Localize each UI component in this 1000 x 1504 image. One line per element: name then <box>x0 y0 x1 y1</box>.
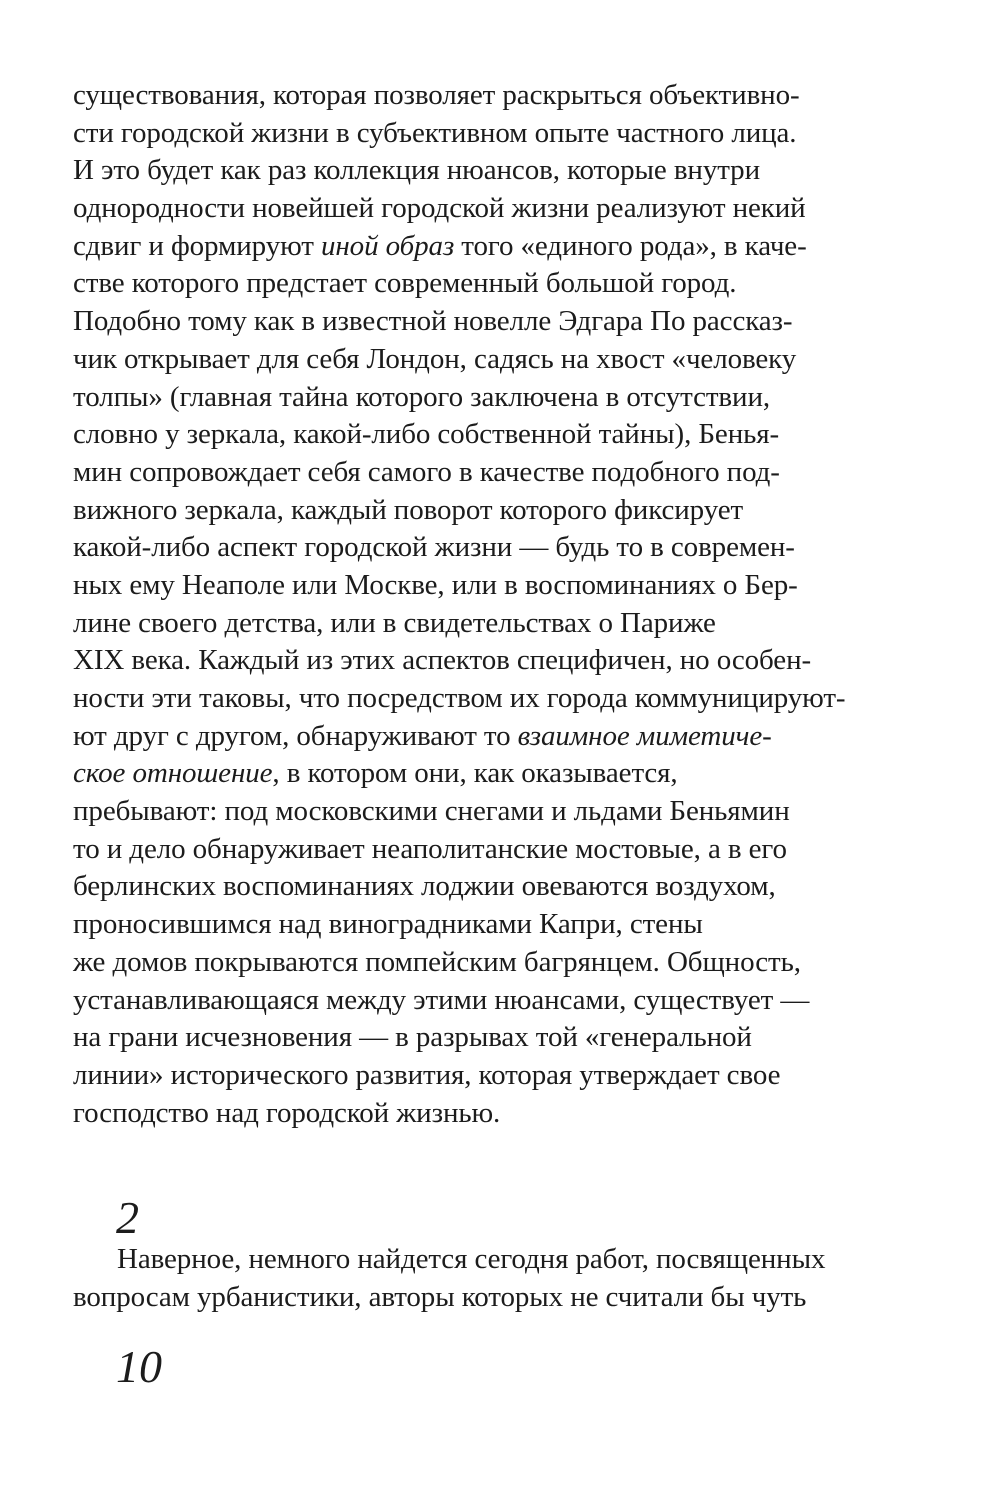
text-segment: устанавливающаяся между этими нюансами, существует — <box>73 983 810 1016</box>
section-text-line: вопросам урбанистики, авторы которых не считали бы чуть <box>73 1280 807 1313</box>
text-segment: XIX века. Каждый из этих аспектов специфичен, но особен- <box>73 644 812 677</box>
section-text <box>73 1241 943 1316</box>
body-text-line <box>73 152 943 190</box>
text-segment: сдвиг и формируют <box>73 229 321 262</box>
body-text-line <box>73 265 943 303</box>
text-segment: словно у зеркала, какой-либо собственной тайны), Бенья- <box>73 418 780 451</box>
text-segment: ют друг с другом, обнаруживают то <box>73 719 518 752</box>
body-text-line <box>73 190 943 228</box>
page-number: 10 <box>116 1341 162 1392</box>
body-text-line <box>73 1019 943 1057</box>
body-text-line <box>73 718 943 756</box>
body-text-line <box>73 605 943 643</box>
body-text-line <box>73 793 943 831</box>
body-text-line <box>73 303 943 341</box>
body-text-line <box>73 982 943 1020</box>
text-segment: стве которого предстает современный большой город. <box>73 267 737 300</box>
body-text-line <box>73 906 943 944</box>
text-segment: того «единого рода», в каче- <box>454 229 807 262</box>
body-text-line <box>73 567 943 605</box>
body-text-line <box>73 416 943 454</box>
body-text-line <box>73 341 943 379</box>
section-text-line: Наверное, немного найдется сегодня работ, посвященных <box>117 1243 826 1275</box>
text-segment: какой-либо аспект городской жизни — будь то в современ- <box>73 531 795 564</box>
text-segment: пребывают: под московскими снегами и льдами Беньямин <box>73 795 790 828</box>
italic-phrase: взаимное миметиче- <box>517 719 772 752</box>
text-segment: сти городской жизни в субъективном опыте частного лица. <box>73 116 797 149</box>
text-segment: же домов покрываются помпейским багрянцем. Общность, <box>73 945 801 978</box>
body-text-line <box>73 228 943 266</box>
text-segment: лине своего детства, или в свидетельствах о Париже <box>73 606 716 639</box>
text-segment: чик открывает для себя Лондон, садясь на хвост «человеку <box>73 342 797 375</box>
body-text-line <box>73 379 943 417</box>
body-text-line <box>73 642 943 680</box>
text-segment: линии» исторического развития, которая утверждает свое <box>73 1058 781 1091</box>
body-text-line <box>73 1095 943 1133</box>
body-text-line <box>73 868 943 906</box>
section-number: 2 <box>116 1192 139 1243</box>
text-segment: толпы» (главная тайна которого заключена в отсутствии, <box>73 380 771 413</box>
body-text-line <box>73 529 943 567</box>
text-segment: на грани исчезновения — в разрывах той «генеральной <box>73 1021 752 1054</box>
text-segment: вижного зеркала, каждый поворот которого фиксирует <box>73 493 744 526</box>
text-segment: однородности новейшей городской жизни реализуют некий <box>73 192 806 225</box>
italic-phrase: ское отношение <box>73 757 273 790</box>
body-text <box>73 77 943 1132</box>
body-text-line <box>73 680 943 718</box>
body-text-line <box>73 831 943 869</box>
text-segment: ных ему Неаполе или Москве, или в воспоминаниях о Бер- <box>73 568 798 601</box>
text-segment: ности эти таковы, что посредством их города коммуницируют- <box>73 682 846 714</box>
text-segment: существования, которая позволяет раскрыться объективно- <box>73 79 800 111</box>
body-text-line <box>73 77 943 115</box>
text-segment: Подобно тому как в известной новелле Эдгара По рассказ- <box>73 305 793 338</box>
text-segment: мин сопровождает себя самого в качестве подобного под- <box>73 455 780 488</box>
text-segment: господство над городской жизнью. <box>73 1096 501 1129</box>
text-segment: , в котором они, как оказывается, <box>272 757 678 790</box>
body-text-line <box>73 944 943 982</box>
text-segment: проносившимся над виноградниками Капри, стены <box>73 908 703 941</box>
text-segment: И это будет как раз коллекция нюансов, которые внутри <box>73 154 760 187</box>
text-segment: то и дело обнаруживает неаполитанские мостовые, а в его <box>73 832 787 865</box>
italic-phrase: иной образ <box>321 229 455 262</box>
body-text-line <box>73 492 943 530</box>
body-text-line <box>73 755 943 793</box>
text-segment: берлинских воспоминаниях лоджии овеваются воздухом, <box>73 870 776 903</box>
body-text-line <box>73 115 943 153</box>
body-text-line <box>73 1057 943 1095</box>
body-text-line <box>73 454 943 492</box>
